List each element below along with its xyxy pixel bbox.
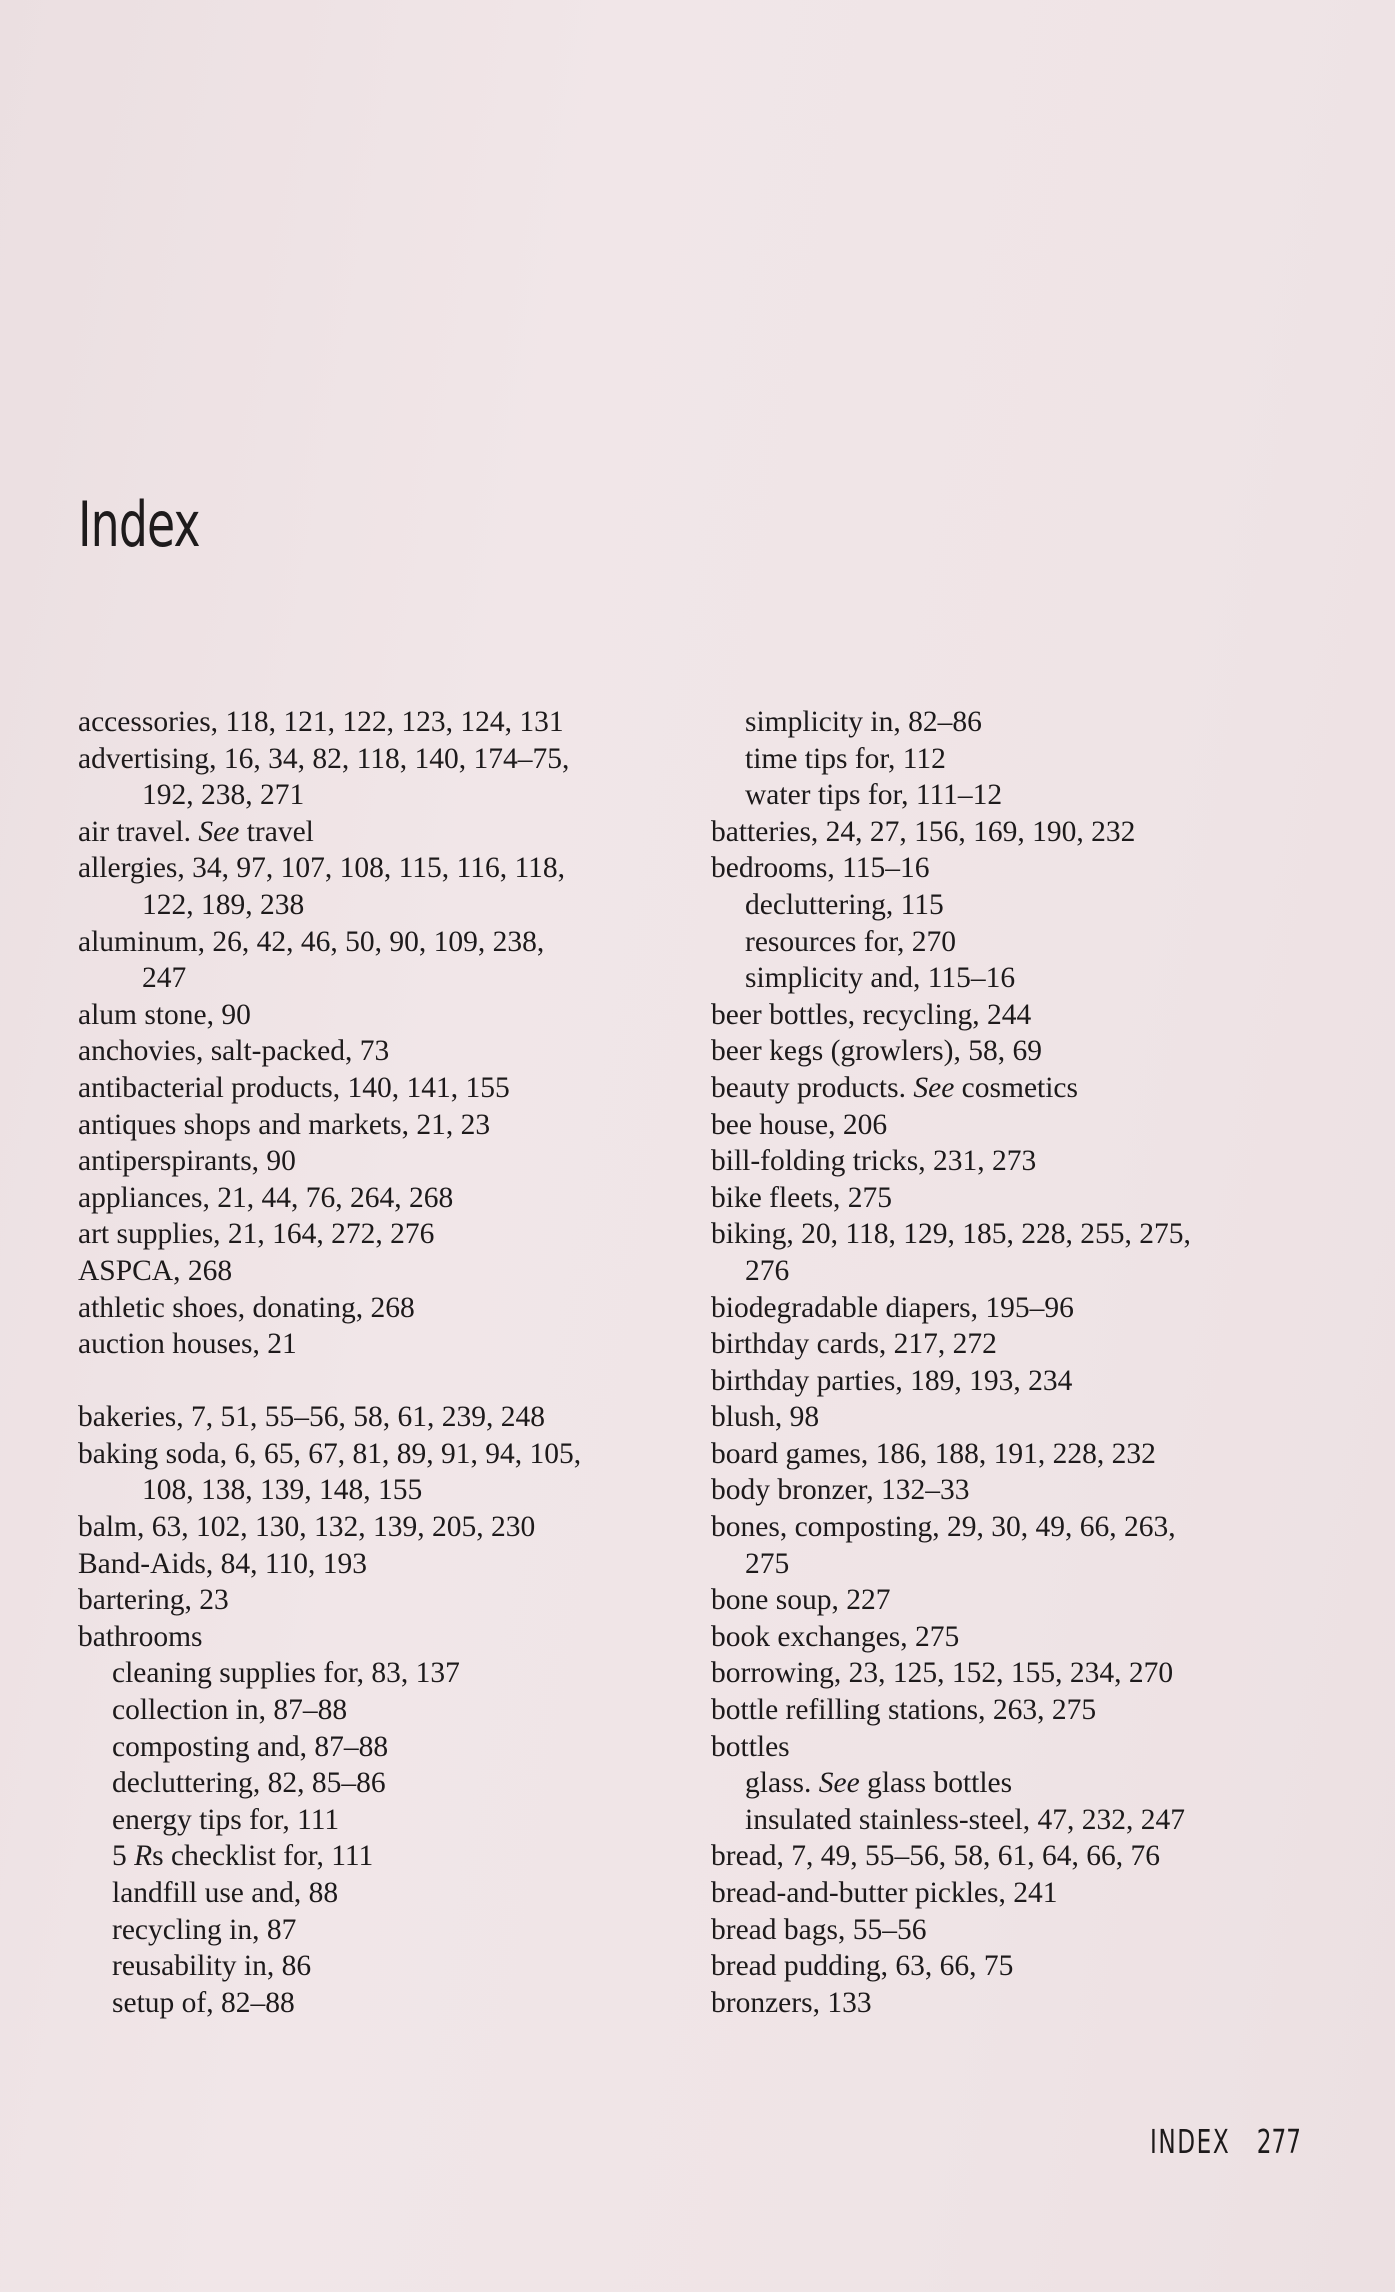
index-entry (711, 997, 1311, 1034)
entry-text: bread-and-butter pickles, 241 (711, 1877, 1058, 1909)
index-subentry (711, 1546, 1311, 1583)
letter-group-gap (78, 1363, 668, 1400)
entry-text-continued: glass bottles (859, 1767, 1013, 1800)
page-number: 277 (1256, 2122, 1301, 2161)
index-entry (711, 1033, 1311, 1070)
index-entry (711, 1472, 1311, 1509)
index-column-right (711, 704, 1311, 2021)
entry-text: bottle refilling stations, 263, 275 (711, 1694, 1097, 1727)
entry-text: ASPCA, 268 (78, 1254, 233, 1287)
index-subentry (78, 1948, 668, 1985)
entry-text: 108, 138, 139, 148, 155 (142, 1474, 423, 1507)
index-entry (78, 1582, 668, 1619)
entry-text: decluttering, 82, 85–86 (112, 1767, 386, 1800)
entry-text: landfill use and, 88 (112, 1877, 339, 1909)
entry-text: art supplies, 21, 164, 272, 276 (78, 1218, 435, 1251)
entry-text: bike fleets, 275 (711, 1181, 893, 1214)
index-subentry (711, 960, 1311, 997)
entry-text: collection in, 87–88 (112, 1694, 348, 1727)
index-entry (78, 741, 668, 778)
index-entry (711, 1875, 1311, 1912)
index-entry (711, 1692, 1311, 1729)
entry-text: biking, 20, 118, 129, 185, 228, 255, 275, (711, 1218, 1191, 1251)
entry-text: resources for, 270 (745, 925, 956, 958)
index-subentry (78, 887, 668, 924)
entry-text: bakeries, 7, 51, 55–56, 58, 61, 239, 248 (78, 1401, 546, 1434)
index-entry (711, 1655, 1311, 1692)
index-entry (711, 1399, 1311, 1436)
entry-text: borrowing, 23, 125, 152, 155, 234, 270 (711, 1657, 1174, 1690)
index-subentry (78, 1985, 668, 2022)
index-entry (711, 1363, 1311, 1400)
index-subentry (78, 1692, 668, 1729)
entry-text: air travel. (78, 815, 199, 848)
entry-text-continued: cosmetics (954, 1071, 1079, 1104)
entry-text-continued: travel (239, 815, 314, 848)
entry-text: 192, 238, 271 (142, 779, 305, 812)
index-entry (78, 1326, 668, 1363)
index-entry (711, 1912, 1311, 1949)
entry-text: accessories, 118, 121, 122, 123, 124, 131 (78, 706, 564, 738)
index-entry (711, 814, 1311, 851)
index-subentry (711, 924, 1311, 961)
entry-text: 5 (112, 1840, 135, 1873)
index-entry (711, 1107, 1311, 1144)
index-entry (711, 1619, 1311, 1656)
entry-text: beer kegs (growlers), 58, 69 (711, 1035, 1042, 1068)
entry-text: bee house, 206 (711, 1108, 888, 1141)
index-entry (711, 1326, 1311, 1363)
entry-text: glass. (745, 1767, 819, 1800)
index-entry (711, 1838, 1311, 1875)
entry-text: time tips for, 112 (745, 742, 946, 775)
entry-text: antiperspirants, 90 (78, 1145, 296, 1178)
entry-text: simplicity and, 115–16 (745, 962, 1016, 995)
index-entry (711, 1070, 1311, 1107)
entry-text: bone soup, 227 (711, 1584, 891, 1617)
index-column-left (78, 704, 668, 2021)
index-entry (78, 1546, 668, 1583)
entry-text: reusability in, 86 (112, 1950, 312, 1983)
index-subentry (711, 1802, 1311, 1839)
entry-text: cleaning supplies for, 83, 137 (112, 1657, 460, 1690)
index-subentry (711, 1765, 1311, 1802)
index-entry (78, 924, 668, 961)
entry-text: bronzers, 133 (711, 1986, 872, 2019)
entry-text: energy tips for, 111 (112, 1803, 340, 1836)
entry-italic-text: See (818, 1767, 860, 1800)
index-subentry (78, 1912, 668, 1949)
index-subentry (711, 1253, 1311, 1290)
entry-text: simplicity in, 82–86 (745, 706, 982, 738)
index-entry (78, 850, 668, 887)
entry-text: insulated stainless-steel, 47, 232, 247 (745, 1803, 1185, 1836)
index-subentry (78, 1802, 668, 1839)
entry-text: recycling in, 87 (112, 1913, 297, 1946)
index-entry (78, 1216, 668, 1253)
index-entry (78, 1509, 668, 1546)
index-subentry (78, 960, 668, 997)
entry-text-continued: s checklist for, 111 (152, 1840, 374, 1873)
entry-italic-text: See (198, 815, 240, 848)
index-subentry (711, 704, 1311, 741)
running-footer (1150, 2122, 1301, 2161)
entry-text: antiques shops and markets, 21, 23 (78, 1108, 491, 1141)
entry-text: biodegradable diapers, 195–96 (711, 1291, 1074, 1324)
index-entry (711, 1509, 1311, 1546)
entry-text: bread bags, 55–56 (711, 1913, 927, 1946)
index-subentry (78, 1765, 668, 1802)
entry-text: 276 (745, 1254, 790, 1287)
entry-text: board games, 186, 188, 191, 228, 232 (711, 1437, 1156, 1470)
entry-text: birthday parties, 189, 193, 234 (711, 1364, 1073, 1397)
index-subentry (78, 1472, 668, 1509)
page-title: Index (78, 488, 200, 561)
entry-text: advertising, 16, 34, 82, 118, 140, 174–75, (78, 742, 570, 775)
entry-text: bill-folding tricks, 231, 273 (711, 1145, 1037, 1178)
entry-italic-text: R (134, 1840, 153, 1873)
entry-text: beer bottles, recycling, 244 (711, 998, 1032, 1031)
index-entry (78, 997, 668, 1034)
entry-text: auction houses, 21 (78, 1328, 297, 1361)
index-subentry (78, 777, 668, 814)
entry-text: composting and, 87–88 (112, 1730, 389, 1763)
entry-text: decluttering, 115 (745, 888, 944, 921)
index-entry (711, 1729, 1311, 1766)
index-subentry (78, 1655, 668, 1692)
entry-text: bread pudding, 63, 66, 75 (711, 1950, 1014, 1983)
index-entry (78, 704, 668, 741)
index-entry (711, 850, 1311, 887)
index-entry (711, 1582, 1311, 1619)
entry-text: Band-Aids, 84, 110, 193 (78, 1547, 367, 1580)
index-entry (78, 1253, 668, 1290)
entry-text: 247 (142, 962, 187, 995)
index-entry (78, 1143, 668, 1180)
index-subentry (711, 741, 1311, 778)
entry-text: blush, 98 (711, 1401, 820, 1434)
entry-text: bones, composting, 29, 30, 49, 66, 263, (711, 1511, 1176, 1544)
entry-text: bread, 7, 49, 55–56, 58, 61, 64, 66, 76 (711, 1840, 1161, 1873)
index-subentry (711, 887, 1311, 924)
entry-text: balm, 63, 102, 130, 132, 139, 205, 230 (78, 1511, 536, 1544)
entry-text: water tips for, 111–12 (745, 779, 1003, 812)
entry-text: 275 (745, 1547, 790, 1580)
entry-text: book exchanges, 275 (711, 1620, 960, 1653)
index-entry (78, 1399, 668, 1436)
index-entry (78, 1436, 668, 1473)
index-subentry (711, 777, 1311, 814)
index-subentry (78, 1875, 668, 1912)
index-subentry (78, 1838, 668, 1875)
entry-text: beauty products. (711, 1071, 914, 1104)
index-entry (711, 1436, 1311, 1473)
footer-section-label: INDEX (1150, 2122, 1231, 2161)
entry-italic-text: See (913, 1071, 955, 1104)
entry-text: antibacterial products, 140, 141, 155 (78, 1071, 510, 1104)
index-entry (78, 814, 668, 851)
index-entry (78, 1290, 668, 1327)
index-entry (78, 1033, 668, 1070)
entry-text: body bronzer, 132–33 (711, 1474, 970, 1507)
index-entry (78, 1619, 668, 1656)
entry-text: batteries, 24, 27, 156, 169, 190, 232 (711, 815, 1136, 848)
entry-text: athletic shoes, donating, 268 (78, 1291, 415, 1324)
entry-text: bathrooms (78, 1620, 203, 1653)
index-entry (78, 1107, 668, 1144)
index-entry (711, 1290, 1311, 1327)
index-entry (711, 1216, 1311, 1253)
index-entry (711, 1985, 1311, 2022)
entry-text: allergies, 34, 97, 107, 108, 115, 116, 118, (78, 852, 565, 885)
entry-text: appliances, 21, 44, 76, 264, 268 (78, 1181, 454, 1214)
entry-text: aluminum, 26, 42, 46, 50, 90, 109, 238, (78, 925, 545, 958)
entry-text: bartering, 23 (78, 1584, 229, 1617)
index-entry (711, 1180, 1311, 1217)
index-entry (711, 1948, 1311, 1985)
entry-text: bedrooms, 115–16 (711, 852, 930, 885)
entry-text: alum stone, 90 (78, 998, 251, 1031)
entry-text: birthday cards, 217, 272 (711, 1328, 997, 1361)
index-entry (711, 1143, 1311, 1180)
entry-text: baking soda, 6, 65, 67, 81, 89, 91, 94, 105, (78, 1437, 582, 1470)
entry-text: bottles (711, 1730, 790, 1763)
entry-text: anchovies, salt-packed, 73 (78, 1035, 390, 1068)
index-entry (78, 1180, 668, 1217)
entry-text: 122, 189, 238 (142, 888, 305, 921)
index-subentry (78, 1729, 668, 1766)
index-entry (78, 1070, 668, 1107)
entry-text: setup of, 82–88 (112, 1986, 295, 2019)
